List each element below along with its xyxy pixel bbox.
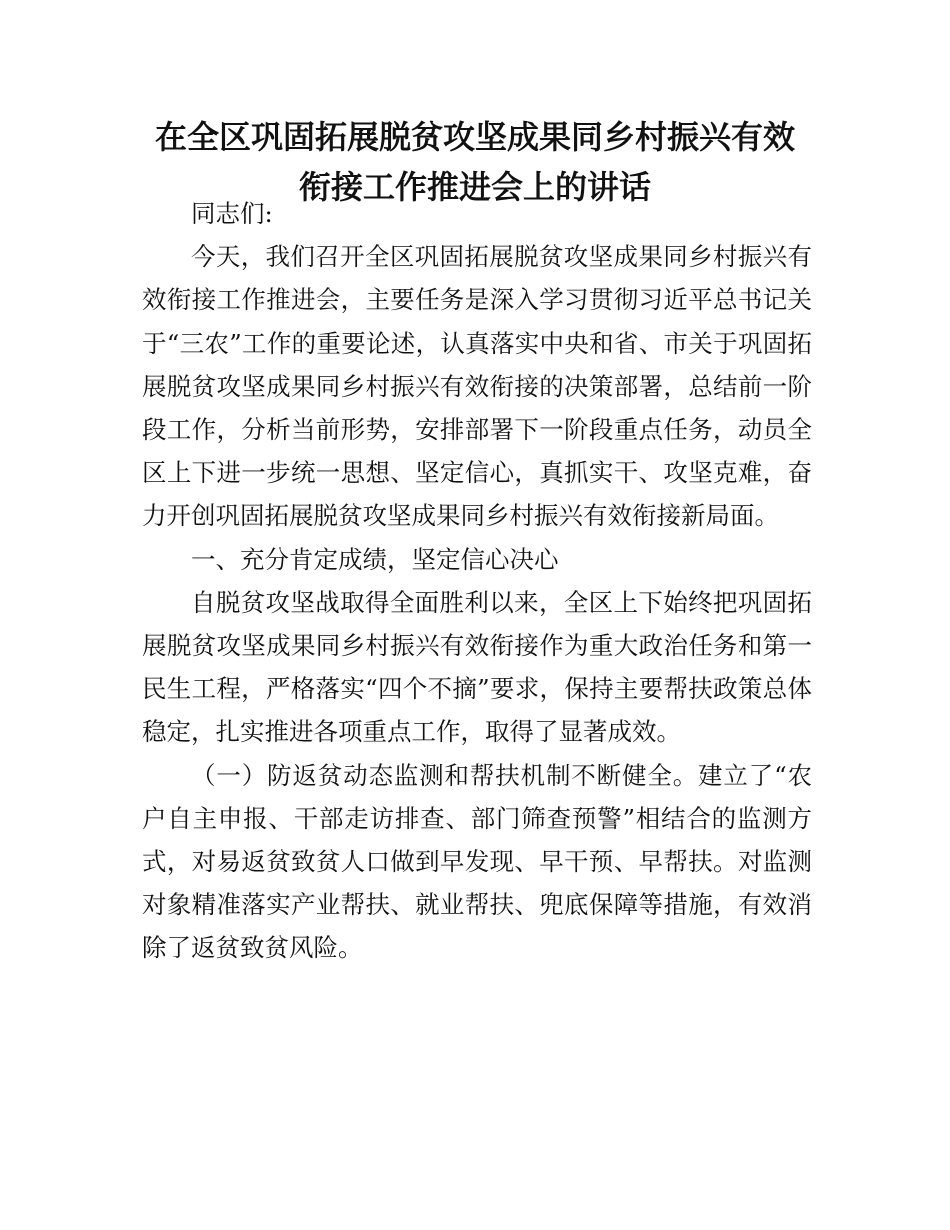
salutation: 同志们: [191,199,273,228]
section-heading-1: 一、充分肯定成绩，坚定信心决心 [191,544,559,574]
paragraph-monitoring: （一）防返贫动态监测和帮扶机制不断健全。建立了“农户自主申报、干部走访排查、部门筛查预警”相结合的监测方式，对易返贫致贫人口做到早发现、早干预、早帮扶。对监测对象精准落实产业帮扶、就业帮扶、兜底保障等措施，有效消除了返贫致贫风险。 [142,760,812,963]
document-body [142,192,812,970]
paragraph-intro: 今天，我们召开全区巩固拓展脱贫攻坚成果同乡村振兴有效衔接工作推进会，主要任务是深入学习贯彻习近平总书记关于“三农”工作的重要论述，认真落实中央和省、市关于巩固拓展脱贫攻坚成果同乡村振兴有效衔接的决策部署，总结前一阶段工作，分析当前形势，安排部署下一阶段重点任务，动员全区上下进一步统一思想、坚定信心，真抓实干、攻坚克难，奋力开创巩固拓展脱贫攻坚成果同乡村振兴有效衔接新局面。 [142,242,812,531]
title-line-1: 在全区巩固拓展脱贫攻坚成果同乡村振兴有效 [154,118,795,156]
paragraph-achievements: 自脱贫攻坚战取得全面胜利以来，全区上下始终把巩固拓展脱贫攻坚成果同乡村振兴有效衔接作为重大政治任务和第一民生工程，严格落实“四个不摘”要求，保持主要帮扶政策总体稳定，扎实推进各项重点工作，取得了显著成效。 [142,587,812,747]
title-line-2: 衔接工作推进会上的讲话 [298,168,651,206]
